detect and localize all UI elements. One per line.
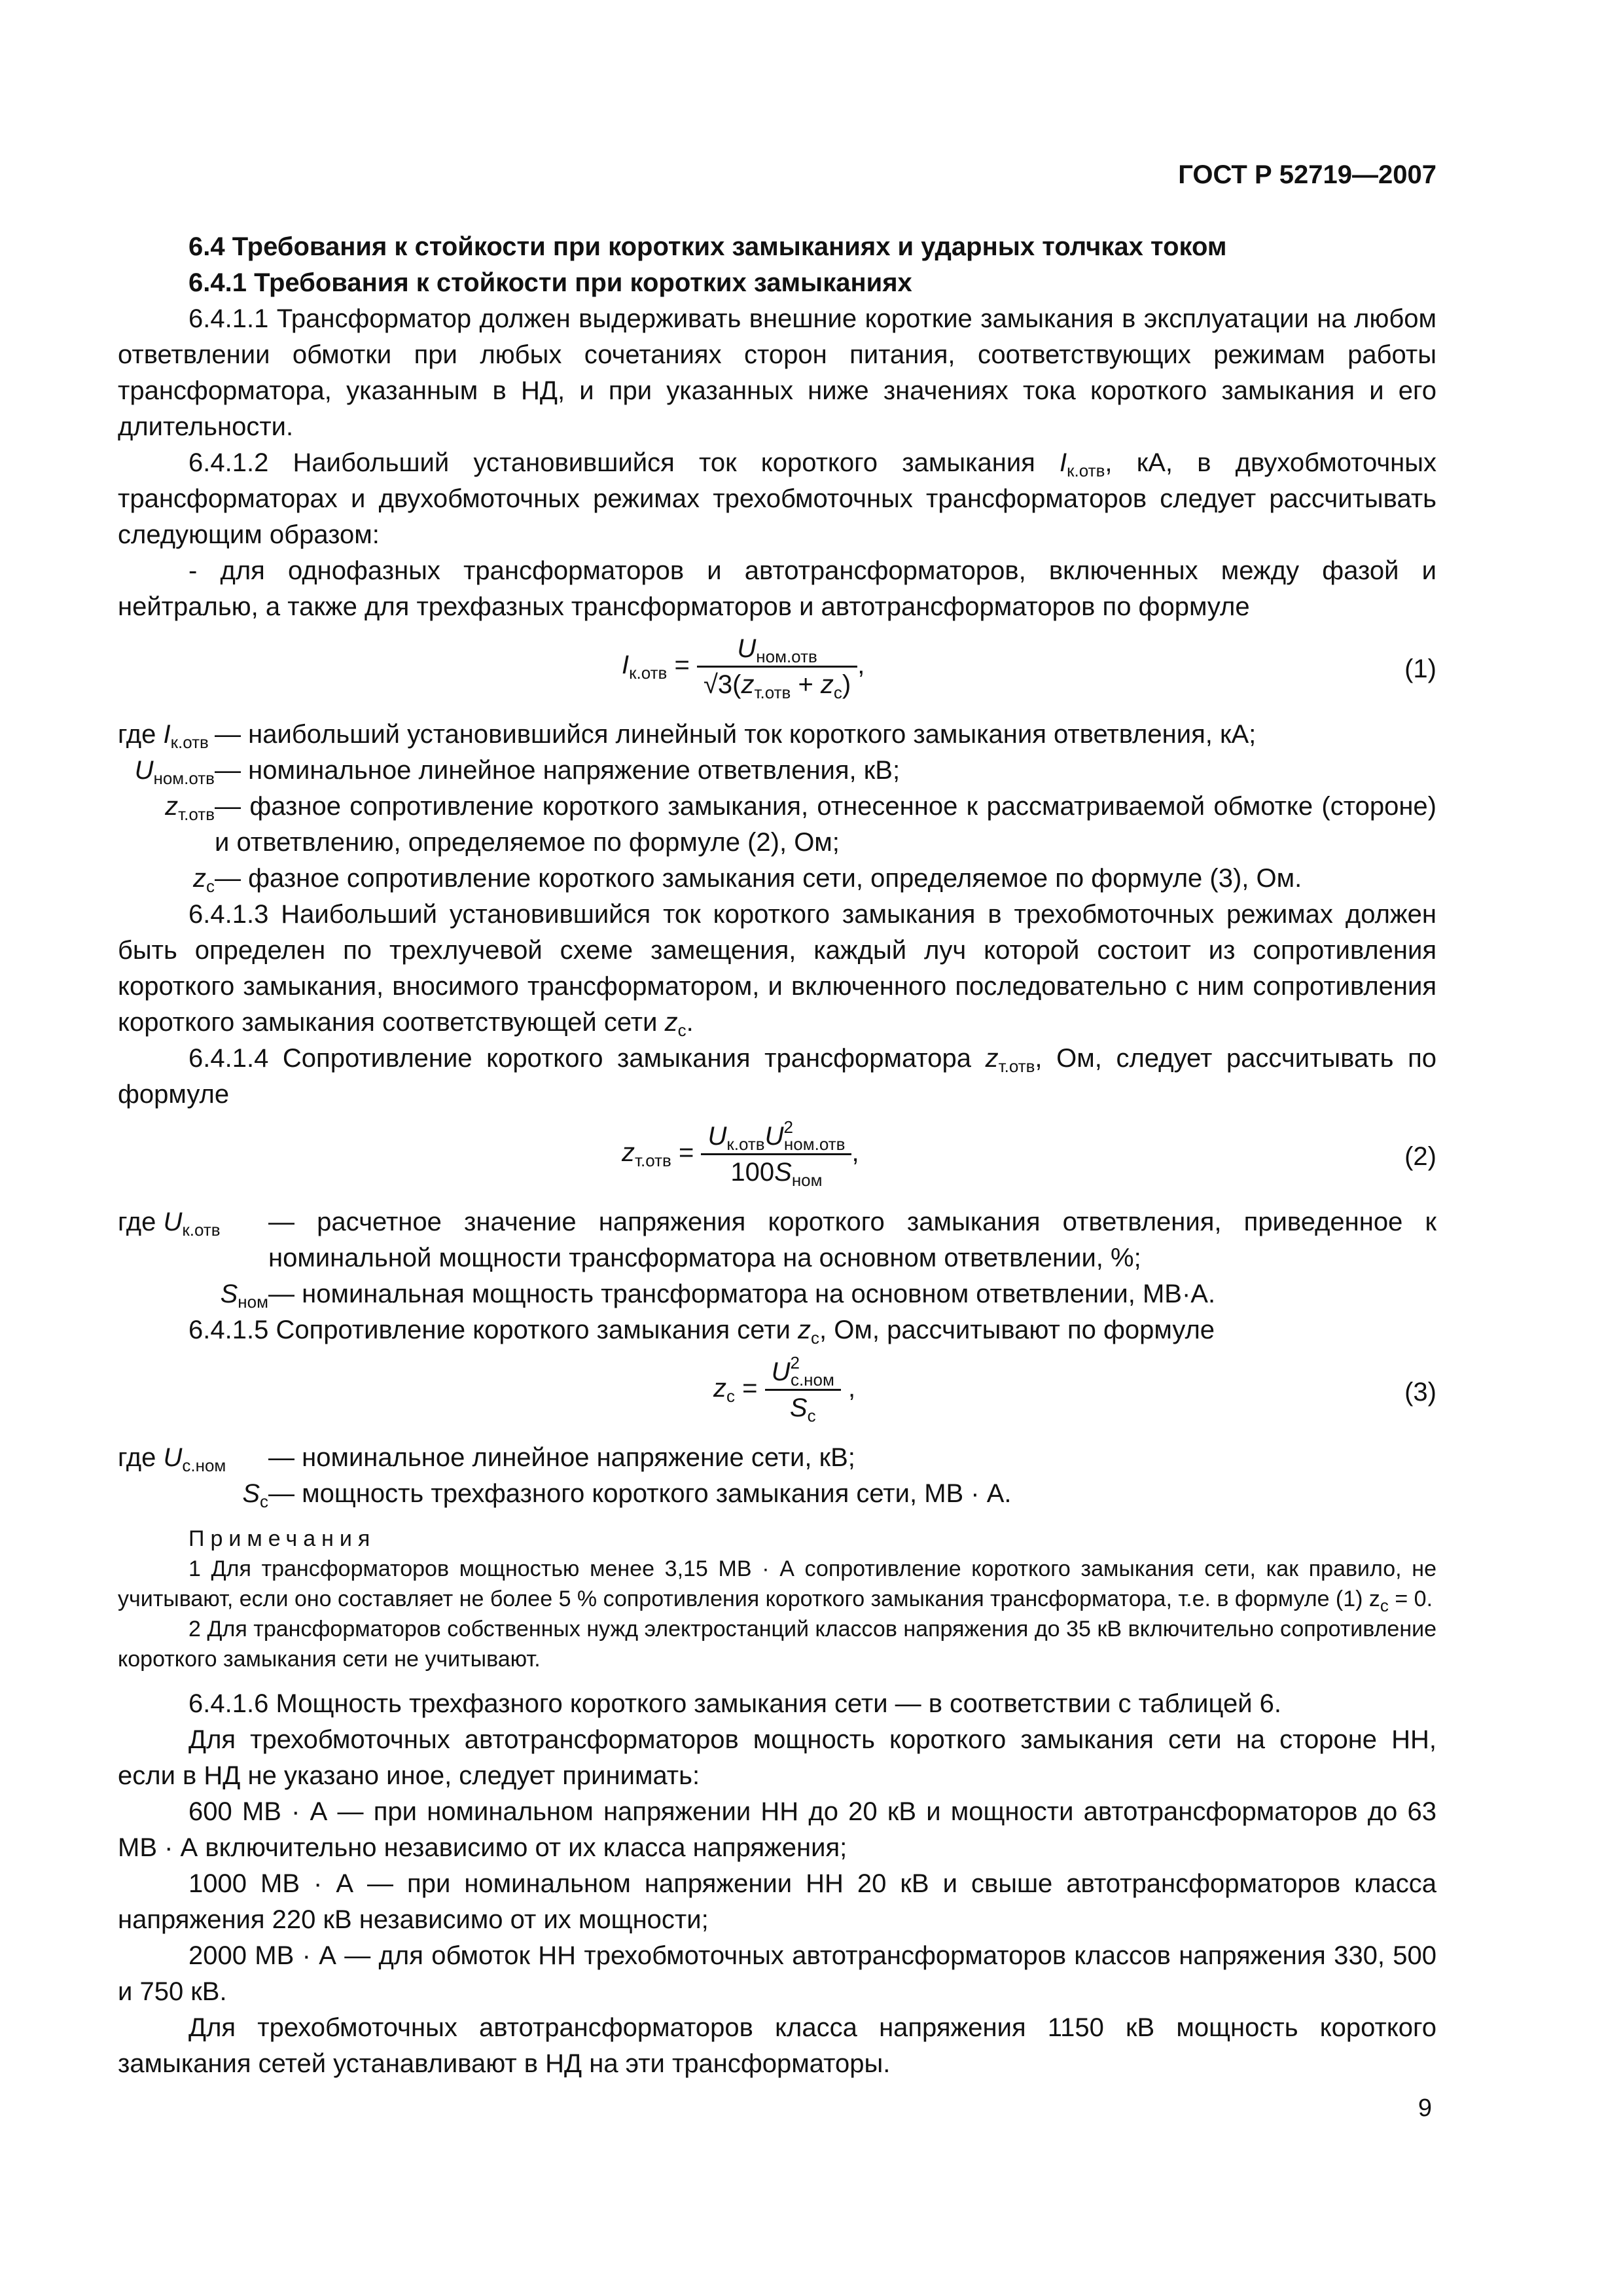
formula-1: $I_{к.отв}$ = $\frac{U_{ном.отв}}{√3(z_{т.отв} + z_c)}$ , (1)	[118, 632, 1436, 710]
where-block-2: где $U_{к.отв}$ — расчетное значение напряжения короткого замыкания ответвления, приведенное к номинальной мощности трансформатора на основном ответвлении, %; $S_{ном}$ — номинальная мощность трансформатора на основном ответвлении, МВ·А.	[118, 1208, 1436, 1312]
note-2: 2 Для трансформаторов собственных нужд электростанций классов напряжения до 35 кВ включительно сопротивление короткого замыкания сети не учитывают.	[118, 1617, 1436, 1672]
para-6-4-1-3: 6.4.1.3 Наибольший установившийся ток короткого замыкания в трехобмоточных режимах должен быть определен по трехлучевой схеме замещения, каждый луч которой состоит из сопротивления короткого замыкания, вносимого трансформатором, и включенного последовательно с ним сопротивления короткого замыкания соответствующей сети $z_c$.	[118, 900, 1436, 1040]
document-header: ГОСТ Р 52719—2007	[1178, 160, 1436, 189]
formula-3-number: (3)	[1404, 1378, 1436, 1407]
para-2000: 2000 МВ · А — для обмоток НН трехобмоточных автотрансформаторов классов напряжения 330, 500 и 750 кВ.	[118, 1941, 1436, 2006]
main-content	[118, 229, 1436, 2082]
formula-2: $z_{т.отв}$ = $\frac{U_{к.отв}U^2_{ном.отв}}{100S_{ном}}$ , (2)	[622, 1117, 1436, 1190]
where-block-3: где $U_{с.ном}$ — номинальное линейное напряжение сети, кВ; $S_с$ — мощность трехфазного короткого замыкания сети, МВ · А.	[118, 1443, 1012, 1511]
para-6-4-1-2: 6.4.1.2 Наибольший установившийся ток короткого замыкания $I_{к.отв}$, кА, в двухобмоточных трансформаторах и двухобмоточных режимах трехобмоточных трансформаторов следует рассчитывать следующим образом:	[118, 448, 1436, 549]
para-1000: 1000 МВ · А — при номинальном напряжении НН 20 кВ и свыше автотрансформаторов класса напряжения 220 кВ независимо от их мощности;	[118, 1869, 1436, 1934]
para-1150: Для трехобмоточных автотрансформаторов класса напряжения 1150 кВ мощность короткого замыкания сетей устанавливают в НД на эти трансформаторы.	[118, 2013, 1436, 2078]
notes-title: Примечания	[188, 1526, 376, 1551]
para-600: 600 МВ · А — при номинальном напряжении НН до 20 кВ и мощности автотрансформаторов до 63 МВ · А включительно независимо от их класса напряжения;	[118, 1797, 1436, 1862]
note-1: 1 Для трансформаторов мощностью менее 3,15 МВ · А сопротивление короткого замыкания сети, как правило, не учитывают, если оно составляет не более 5 % сопротивления короткого замыкания трансформатора, т.е. в формуле (1) $z_c = 0$.	[118, 1556, 1436, 1615]
where-block-1: где $I_{к.отв}$ — наибольший установившийся линейный ток короткого замыкания ответвления, кА; $U_{ном.отв}$ — номинальное линейное напряжение ответвления, кВ; $z_{т.отв}$ — фазное сопротивление короткого замыкания, отнесенное к рассматриваемой обмотке (стороне) и ответвлению, определяемое по формуле (2), Ом; $z_c$ — фазное сопротивление короткого замыкания сети, определяемое по формуле (3), Ом.	[118, 720, 1436, 896]
formula-3: $z_c$ = $\frac{U^2_{с.ном}}{S_c}$ , (3)	[713, 1353, 1436, 1426]
section-6-4-1-title: 6.4.1 Требования к стойкости при коротких замыканиях	[188, 268, 912, 297]
section-6-4-title: 6.4 Требования к стойкости при коротких замыканиях и ударных толчках током	[188, 232, 1227, 261]
notes-block	[118, 1524, 1436, 1674]
formula-1-number: (1)	[1404, 655, 1436, 683]
formula-2-number: (2)	[1404, 1142, 1436, 1171]
para-6-4-1-6: 6.4.1.6 Мощность трехфазного короткого замыкания сети — в соответствии с таблицей 6.	[188, 1689, 1282, 1718]
para-6-4-1-4: 6.4.1.4 Сопротивление короткого замыкания трансформатора $z_{т.отв}$, Ом, следует рассчитывать по формуле	[118, 1044, 1436, 1109]
para-6-4-1-2-list: - для однофазных трансформаторов и автотрансформаторов, включенных между фазой и нейтралью, а также для трехфазных трансформаторов и автотрансформаторов по формуле	[118, 556, 1436, 621]
page-number: 9	[1418, 2094, 1432, 2122]
para-6-4-1-1: 6.4.1.1 Трансформатор должен выдерживать внешние короткие замыкания в эксплуатации на любом ответвлении обмотки при любых сочетаниях сторон питания, соответствующих режимам работы трансформатора, указанным в НД, и при указанных ниже значениях тока короткого замыкания и его длительности.	[118, 304, 1436, 441]
para-autotransformers: Для трехобмоточных автотрансформаторов мощность короткого замыкания сети на стороне НН, если в НД не указано иное, следует принимать:	[118, 1725, 1436, 1790]
para-6-4-1-5: 6.4.1.5 Сопротивление короткого замыкания сети $z_c$, Ом, рассчитывают по формуле	[188, 1316, 1215, 1348]
